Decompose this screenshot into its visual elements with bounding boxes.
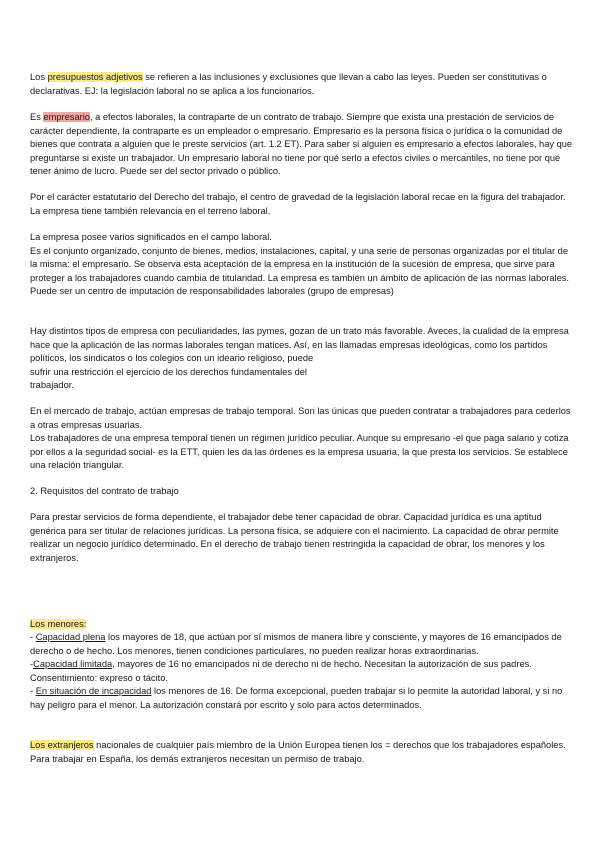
text: En el mercado de trabajo, actúan empresas de trabajo temporal. Son las únicas que pueden contratar a trabajadores para cederlos a otras empresas usuarias. (30, 406, 571, 430)
text: , a efectos laborales, la contraparte de un contrato de trabajo. Siempre que exista una prestación de servicios de carácter dependiente, la contraparte es un empleador o empresario. Empresario es la persona física o jurídica o la comunidad de bienes que contrata a alguien que le preste servicios (art. 1.2 ET). Para saber si alguien es empresario a efectos laborales, hay que preguntarse si existe un trabajador. Un empresario laboral no tiene por qué serlo a efectos civiles o mercantiles, no tiene por qué tener ánimo de lucro. Puede ser del sector privado o público. (30, 112, 573, 176)
paragraph-extranjeros (30, 739, 575, 766)
text: nacionales de cualquier país miembro de la Unión Europea tienen los = derechos que los trabajadores españoles. Para trabajar en España, los demás extranjeros necesitan un permiso de trabajo. (30, 740, 566, 764)
text: , mayores de 16 no emancipados ni de derecho ni de hecho. Necesitan la autorización de sus padres. Consentimiento: expreso o tácito. (30, 659, 532, 683)
text: - (30, 659, 34, 669)
text: los menores de 16. De forma excepcional, pueden trabajar si lo permite la autoridad laboral, y si no hay peligro para el menor. La autorización constará por escrito y solo para actos determinados. (30, 686, 563, 710)
text: sufrir una restricción el ejercicio de los derechos fundamentales del (30, 366, 307, 377)
list-menores (30, 631, 575, 712)
text: los mayores de 18, que actúan por sí mismos de manera libre y consciente, y mayores de 16 emancipados de derecho o de hecho. Los menores, tienen condiciones particulares, no pueden realizar horas extraordinarias. (30, 632, 562, 656)
highlight-empresario: empresario (43, 112, 90, 122)
section-heading-requisitos: 2. Requisitos del contrato de trabajo (30, 486, 179, 496)
text: Los (30, 72, 48, 82)
text: trabajador. (30, 380, 74, 390)
text: Es el conjunto organizado, conjunto de bienes, medios, instalaciones, capital, y una serie de personas organizadas por el titular de la misma: el empresario. Se observa esta aceptación de la empresa en la institución de la sucesión de empresa, que sirve para proteger a los trabajadores cuando cambia de titularidad. La empresa es también un ámbito de aplicación de las normas laborales. Puede ser un centro de imputación de responsabilidades laborales (grupo de empresas) (30, 245, 570, 296)
paragraph-caracter-estatutario: Por el carácter estatutario del Derecho del trabajo, el centro de gravedad de la legislación laboral recae en la figura del trabajador. La empresa tiene también relevancia en el terreno laboral. (30, 192, 566, 216)
text: Los trabajadores de una empresa temporal tienen un régimen jurídico peculiar. Aunque su empresario -el que paga salario y cotiza por ellos a la seguridad social- es la ETT, quien les da las órdenes es la empresa usuaria, la que presta los servicios. Se establece una relación triangular. (30, 433, 569, 470)
subheading-menores (30, 618, 575, 632)
term-capacidad-limitada: Capacidad limitada (33, 659, 113, 669)
highlight-los-menores: Los menores: (30, 619, 87, 629)
text: Hay distintos tipos de empresa con peculiaridades, las pymes, gozan de un trato más favorable. Aveces, la cualidad de la empresa hace que la aplicación de las normas laborales tengan matices. Así, en las llamadas empresas ideológicas, como los partidos políticos, los sindicatos o los colegios con un ideario religioso, puede (30, 326, 569, 363)
text: - (30, 686, 36, 696)
highlight-los-extranjeros: Los extranjeros (30, 740, 94, 750)
paragraph-tipos-empresa (30, 325, 575, 393)
highlight-presupuestos-adjetivos: presupuestos adjetivos (47, 72, 143, 82)
text: Es (30, 112, 44, 122)
text: - (30, 632, 36, 642)
paragraph-presupuestos (30, 71, 575, 98)
paragraph-significados-empresa (30, 231, 575, 299)
paragraph-ett (30, 405, 575, 473)
paragraph-empresario (30, 111, 575, 179)
term-capacidad-plena: Capacidad plena (35, 632, 106, 642)
text: se refieren a las inclusiones y exclusiones que llevan a cabo las leyes. Pueden ser constitutivas o declarativas. EJ: la legislación laboral no se aplica a los funcionarios. (30, 72, 547, 96)
paragraph-capacidad: Para prestar servicios de forma dependiente, el trabajador debe tener capacidad de obrar. Capacidad jurídica es una aptitud genérica para ser titular de relaciones jurídicas. La persona física, se adquiere con el nacimiento. La capacidad de obrar permite realizar un negocio jurídico determinado. En el derecho de trabajo tienen restringida la capacidad de obrar, los menores y los extranjeros. (30, 512, 559, 563)
text: La empresa posee varios significados en el campo laboral. (30, 232, 272, 242)
term-situacion-incapacidad: En situación de incapacidad (35, 686, 152, 696)
